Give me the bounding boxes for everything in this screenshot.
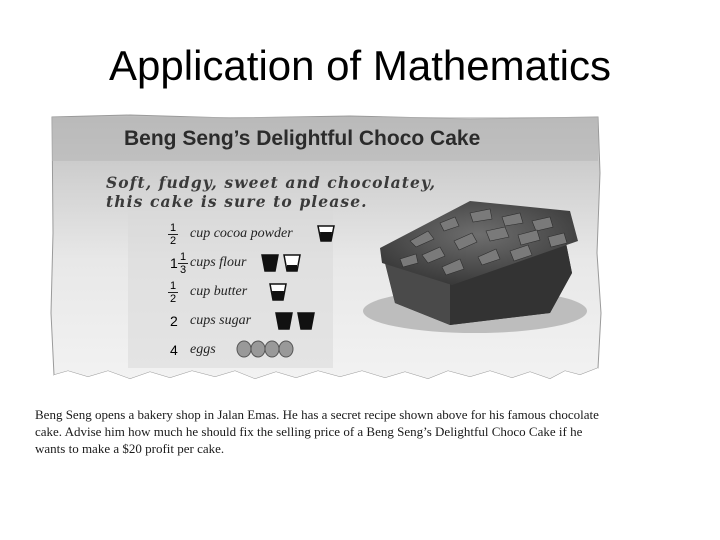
- ingredient-name: cups sugar: [190, 313, 252, 328]
- ingredient-name: eggs: [190, 342, 216, 357]
- tagline-line-1: Soft, fudgy, sweet and chocolatey,: [106, 173, 437, 192]
- quantity-fraction: $\frac{1}{2}$: [169, 280, 177, 305]
- problem-statement: Beng Seng opens a bakery shop in Jalan Emas. He has a secret recipe shown above for his famous chocolate cake. Advise him how much he should fix the selling price of a Beng Seng’s Delightful Choco Cake if he wants to make a $20 profit per cake.: [35, 407, 599, 456]
- recipe-title: Beng Seng’s Delightful Choco Cake: [124, 127, 481, 150]
- ingredient-row-cocoa: [128, 221, 388, 249]
- ingredient-row-eggs: [128, 337, 388, 365]
- tagline-line-2: this cake is sure to please.: [106, 192, 368, 211]
- ingredient-name: cup cocoa powder: [190, 226, 293, 241]
- ingredient-row-butter: [128, 279, 388, 307]
- ingredient-row-flour: [128, 250, 388, 278]
- ingredient-name: cups flour: [190, 255, 247, 270]
- egg-icon: [236, 339, 296, 359]
- quantity-fraction: $\frac{1}{2}$: [169, 222, 177, 247]
- ingredient-name: cup butter: [190, 284, 248, 299]
- recipe-card: [50, 113, 602, 385]
- quantity-whole: 1: [170, 255, 178, 271]
- cup-icon: [274, 310, 318, 332]
- quantity-fraction: $\frac{1}{3}$: [179, 251, 187, 276]
- quantity-whole: 4: [170, 342, 178, 358]
- cup-icon: [316, 223, 336, 243]
- slide-title: Application of Mathematics: [109, 42, 611, 89]
- cup-icon: [260, 252, 304, 274]
- quantity-whole: 2: [170, 313, 178, 329]
- ingredient-row-sugar: [128, 308, 388, 336]
- cup-icon: [268, 281, 288, 303]
- recipe-tagline: [106, 173, 436, 211]
